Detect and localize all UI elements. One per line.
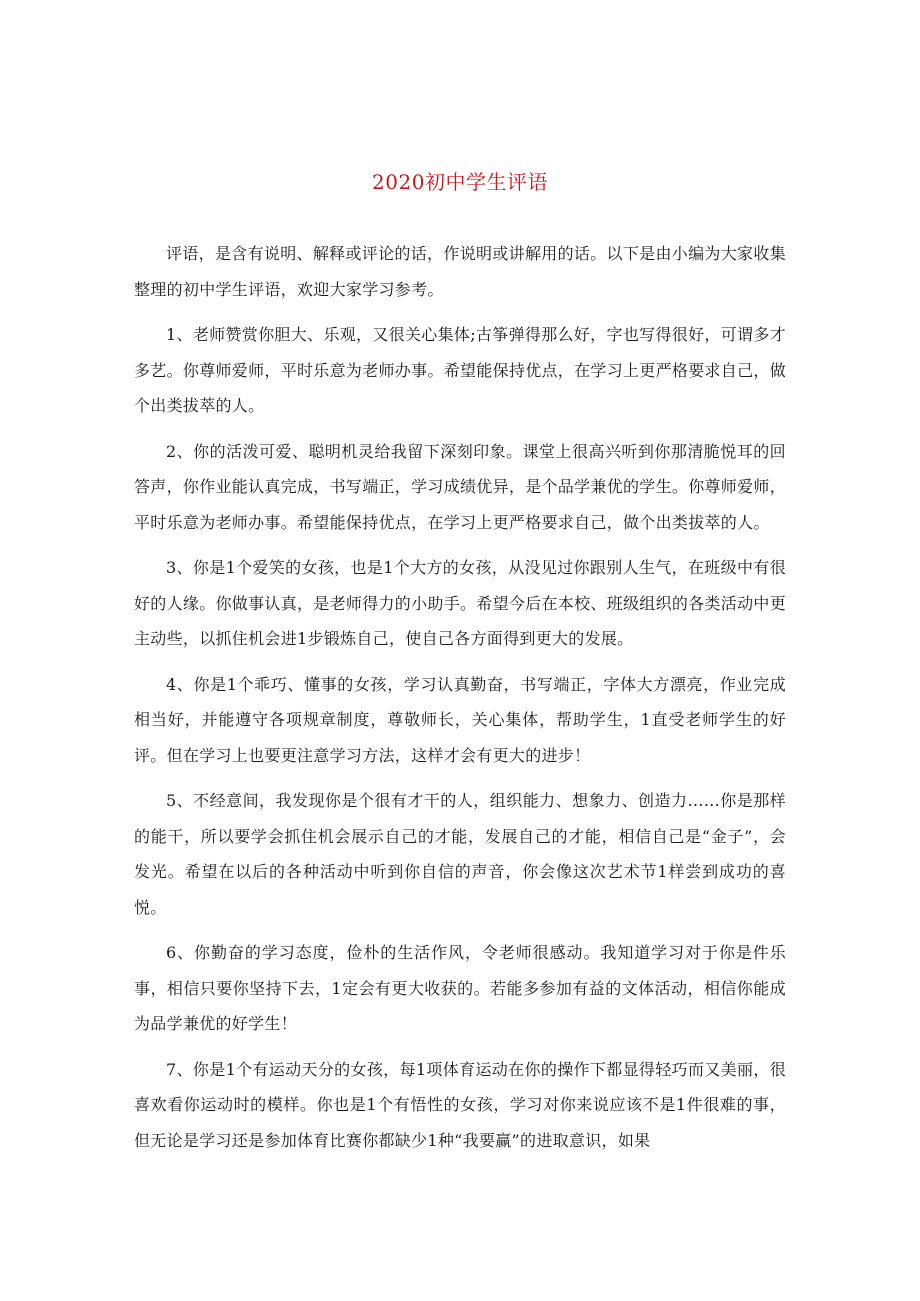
comment-paragraph-2: 2、你的活泼可爱、聪明机灵给我留下深刻印象。课堂上很高兴听到你那清脆悦耳的回答声，你作业能认真完成，书写端正，学习成绩优异，是个品学兼优的学生。你尊师爱师，平时乐意为老师办事。希望能保持优点，在学习上更严格要求自己，做个出类拔萃的人。: [134, 441, 787, 532]
comment-paragraph-7: 7、你是1个有运动天分的女孩，每1项体育运动在你的操作下都显得轻巧而又美丽，很喜欢看你运动时的模样。你也是1个有悟性的女孩，学习对你来说应该不是1件很难的事，但无论是学习还是参加体育比赛你都缺少1种“我要赢”的进取意识，如果: [134, 1059, 786, 1150]
intro-paragraph: 评语，是含有说明、解释或评论的话，作说明或讲解用的话。以下是由小编为大家收集整理的初中学生评语，欢迎大家学习参考。: [134, 244, 786, 299]
comment-paragraph-5: 5、不经意间，我发现你是个很有才干的人，组织能力、想象力、创造力……你是那样的能干，所以要学会抓住机会展示自己的才能，发展自己的才能，相信自己是“金子”，会发光。希望在以后的各种活动中听到你自信的声音，你会像这次艺术节1样尝到成功的喜悦。: [134, 791, 786, 917]
page-title: 2020初中学生评语: [372, 170, 548, 194]
comment-paragraph-1: 1、老师赞赏你胆大、乐观，又很关心集体;古筝弹得那么好，字也写得很好，可谓多才多艺。你尊师爱师，平时乐意为老师办事。希望能保持优点，在学习上更严格要求自己，做个出类拔萃的人。: [134, 325, 787, 415]
comment-paragraph-4: 4、你是1个乖巧、懂事的女孩，学习认真勤奋，书写端正，字体大方漂亮，作业完成相当好，并能遵守各项规章制度，尊敬师长，关心集体，帮助学生，1直受老师学生的好评。但在学习上也要更注意学习方法，这样才会有更大的进步！: [134, 674, 786, 765]
document-body: [134, 236, 786, 1168]
comment-paragraph-3: 3、你是1个爱笑的女孩，也是1个大方的女孩，从没见过你跟别人生气，在班级中有很好的人缘。你做事认真，是老师得力的小助手。希望今后在本校、班级组织的各类活动中更主动些，以抓住机会进1步锻炼自己，使自己各方面得到更大的发展。: [134, 558, 787, 648]
comment-paragraph-6: 6、你勤奋的学习态度，俭朴的生活作风，令老师很感动。我知道学习对于你是件乐事，相信只要你坚持下去，1定会有更大收获的。若能多参加有益的文体活动，相信你能成为品学兼优的好学生！: [134, 943, 786, 1033]
